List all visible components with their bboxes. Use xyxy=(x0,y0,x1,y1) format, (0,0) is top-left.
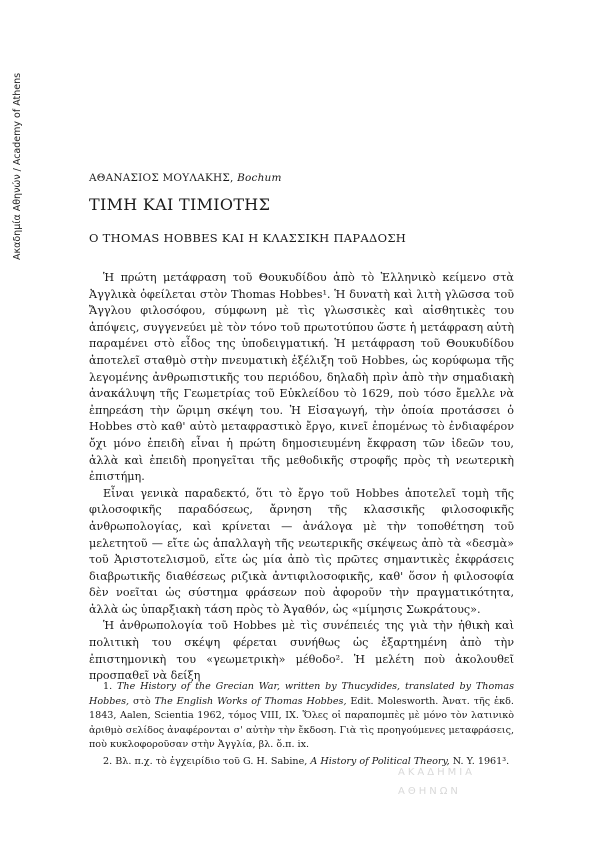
article-subtitle: Ο THOMAS HOBBES ΚΑΙ Η ΚΛΑΣΣΙΚΗ ΠΑΡΑΔΟΣΗ xyxy=(89,231,407,245)
footnote-2-pre: Βλ. π.χ. τὸ ἐγχειρίδιο τοῦ G. H. Sabine, xyxy=(115,755,308,767)
footnote-2-rest: N. Y. 1961³. xyxy=(452,755,510,767)
body-paragraph: Ἡ πρώτη μετάφραση τοῦ Θουκυδίδου ἀπὸ τὸ Ἑλληνικὸ κείμενο στὰ Ἀγγλικὰ ὀφείλεται στὸν Thomas Hobbes¹. Ἡ δυνατὴ καὶ λιτὴ γλῶσσα τοῦ Ἄγγλου φιλοσόφου, σύμφωνη μὲ τὶς γλωσσικὲς καὶ αἰσθητικὲς του ἀπόψεις, συγγενεύει μὲ τὸν τόνο τοῦ πρωτοτύπου ὥστε ἡ μετάφραση αὐτὴ παραμένει στὸ εἶδος της ὑποδειγματική. Ἡ μετάφραση τοῦ Θουκυδίδου ἀποτελεῖ σταθμὸ στὴν πνευματικὴ ἐξέλιξη τοῦ Hobbes, ὡς κορύφωμα τῆς λεγομένης ἀνθρωπιστικῆς του περιόδου, δηλαδὴ πρὶν ἀπὸ τὴν σημαδιακὴ ἀνακάλυψη τῆς Γεωμετρίας τοῦ Εὐκλείδου τὸ 1629, ποὺ τόσο ἔμελλε νὰ ἐπηρεάση τὴν ὥριμη σκέψη του. Ἡ Εἰσαγωγή, τὴν ὁποία προτάσσει ὁ Hobbes στὸ καθ' αὐτὸ μεταφραστικὸ ἔργο, κινεῖ ἑπομένως τὸ ἐνδιαφέρον ὄχι μόνο ἐπειδὴ εἶναι ἡ πρώτη δημοσιευμένη ἔκφραση τῶν ἰδεῶν του, ἀλλὰ καὶ ἐπειδὴ προηγεῖται τῆς μεθοδικῆς στροφῆς πρὸς τὴ νεωτερικὴ ἐπιστήμη. xyxy=(89,271,514,484)
academy-watermark xyxy=(398,760,538,797)
author-name: ΑΘΑΝΑΣΙΟΣ ΜΟΥΛΑΚΗΣ, xyxy=(89,172,234,184)
archive-side-label-text: Ακαδημία Αθηνών / Academy of Athens xyxy=(12,72,23,260)
archive-side-label xyxy=(6,40,28,260)
body-paragraph: Ἡ ἀνθρωπολογία τοῦ Hobbes μὲ τὶς συνέπειές της γιὰ τὴν ἠθικὴ καὶ πολιτικὴ του σκέψη φέρεται συνήθως ὡς ἐξαρτημένη ἀπὸ τὴν ἐπιστημονικὴ του «γεωμετρικὴ» μέθοδο². Ἡ μελέτη ποὺ ἀκολουθεῖ προσπαθεῖ νὰ δείξη xyxy=(89,619,514,683)
article-title: ΤΙΜΗ ΚΑΙ ΤΙΜΙΟΤΗΣ xyxy=(89,195,271,214)
article-body xyxy=(89,270,514,685)
footnote-1-rest: Edit. Molesworth. Ἀνατ. τῆς ἐκδ. 1843, Aalen, Scientia 1962, τόμος VIII, IX. Ὅλες οἱ παραπομπὲς μὲ μόνο τὸν λατινικὸ ἀριθμὸ σελίδος ἀναφέρονται σ' αὐτὴν τὴν ἔκδοση. Γιὰ τὶς προηγούμενες μεταφράσεις, ποὺ κυκλοφοροῦσαν στὴν Ἀγγλία, βλ. ὅ.π. ix. xyxy=(89,695,514,751)
footnotes xyxy=(89,680,514,772)
author-affiliation: Bochum xyxy=(237,172,282,184)
academy-watermark-text: ΑΚΑΔΗΜΙΑ ΑΘΗΝΩΝ xyxy=(398,767,476,797)
footnote-1 xyxy=(89,680,514,753)
footnote-2-work: A History of Political Theory, xyxy=(310,755,450,767)
author-line xyxy=(89,172,282,184)
footnote-1-work2: The English Works of Thomas Hobbes, xyxy=(154,695,347,707)
footnote-2-number: 2. xyxy=(103,755,113,767)
body-paragraph: Εἶναι γενικὰ παραδεκτό, ὅτι τὸ ἔργο τοῦ Hobbes ἀποτελεῖ τομὴ τῆς φιλοσοφικῆς παραδόσεως, ἄρνηση τῆς κλασσικῆς φιλοσοφικῆς ἀνθρωπολογίας, καὶ κρίνεται — ἀνάλογα μὲ τὴν τοποθέτηση τοῦ μελετητοῦ — εἴτε ὡς ἀπαλλαγὴ τῆς νεωτερικῆς σκέψεως ἀπὸ τὰ «δεσμὰ» τοῦ Ἀριστοτελισμοῦ, εἴτε ὡς μία ἀπὸ τὶς πρῶτες σημαντικὲς ἐκφράσεις διαβρωτικῆς διαθέσεως ριζικὰ ἀντιφιλοσοφικῆς, καθ' ὅσον ἡ φιλοσοφία δὲν νοεῖται ὡς σύστημα φράσεων ποὺ ἀφοροῦν τὴν πραγματικότητα, ἀλλὰ ὡς ὑπαρξιακὴ τάση πρὸς τὸ Ἀγαθόν, ὡς «μίμησις Σωκράτους». xyxy=(89,486,514,616)
footnote-1-mid: στὸ xyxy=(132,695,151,707)
footnote-1-number: 1. xyxy=(103,681,113,692)
footnote-1-work: The History of the Grecian War, written by Thucydides, translated by Thomas Hobbes, xyxy=(89,681,514,707)
